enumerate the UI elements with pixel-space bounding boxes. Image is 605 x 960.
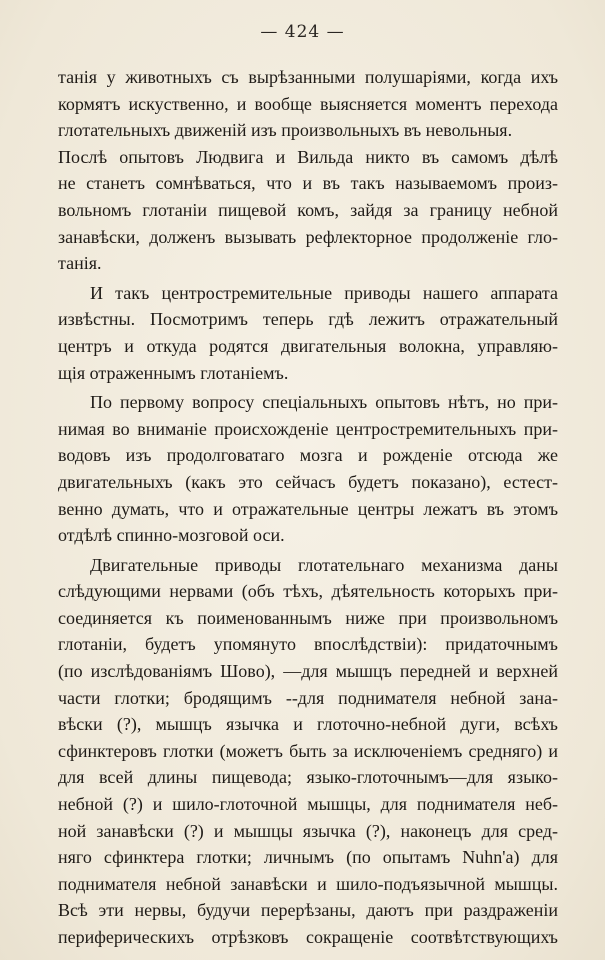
text-line: соединяется къ поименованнымъ ниже при произвольномъ: [58, 607, 558, 628]
text-line: сфинктеровъ глотки (можетъ быть за исключеніемъ средняго) и: [58, 740, 558, 761]
text-line: Послѣ опытовъ Людвига и Вильда никто въ самомъ дѣлѣ: [58, 146, 558, 167]
text-line: небной (?) и шило-глоточной мышцы, для поднимателя неб-: [58, 794, 558, 815]
text-line: танія у животныхъ съ вырѣзанными полушаріями, когда ихъ: [58, 67, 558, 87]
paragraph-2: [58, 144, 558, 277]
text-line: ной занавѣски (?) и мышцы язычка (?), наконецъ для сред-: [58, 820, 558, 841]
paragraph-5: [58, 552, 558, 951]
text-line: По первому вопросу спеціальныхъ опытовъ нѣтъ, но при-: [90, 392, 558, 413]
text-line: Двигательные приводы глотательнаго механизма даны: [90, 554, 558, 575]
paragraph-3: [58, 280, 558, 386]
text-line: няго сфинктера глотки; личнымъ (по опытамъ Nuhn'a) для: [58, 847, 558, 868]
text-line: (по изслѣдованіямъ Шово), —для мышцъ передней и верхней: [58, 661, 558, 682]
text-line: поднимателя небной занавѣски и шило-подъязычной мышцы.: [58, 873, 558, 894]
text-line: вольномъ глотаніи пищевой комъ, зайдя за границу небной: [58, 199, 558, 220]
text-line: венно думать, что и отражательные центры лежатъ въ этомъ: [58, 498, 558, 519]
text-line: извѣстны. Посмотримъ теперь гдѣ лежитъ отражательный: [58, 309, 558, 330]
text-line: кормятъ искуственно, и вообще выясняется моментъ перехода: [58, 93, 558, 114]
body-text: [58, 64, 558, 951]
text-line: двигательныхъ (какъ это сейчасъ будетъ показано), естест-: [58, 471, 558, 492]
text-line: нимая во вниманіе происхожденіе центростремительныхъ при-: [58, 418, 558, 439]
text-line: части глотки; бродящимъ --для поднимателя небной зана-: [58, 687, 558, 708]
paragraph-4: [58, 389, 558, 549]
paragraph-1: [58, 64, 558, 144]
text-line: глотаніи, будетъ упомянуто впослѣдствіи): придаточнымъ: [58, 634, 558, 655]
text-line: Всѣ эти нервы, будучи перерѣзаны, даютъ при раздраженіи: [58, 900, 558, 921]
text-line: занавѣски, долженъ вызывать рефлекторное продолженіе гло-: [58, 226, 558, 247]
text-line: И такъ центростремительные приводы нашего аппарата: [90, 282, 558, 303]
text-line: щія отраженнымъ глотаніемъ.: [58, 362, 289, 383]
text-line: периферическихъ отрѣзковъ сокращеніе соотвѣтствующихъ: [58, 927, 558, 947]
text-line: не станетъ сомнѣваться, что и въ такъ называемомъ произ-: [58, 173, 558, 194]
text-line: водовъ изъ продолговатаго мозга и рожденіе отсюда же: [58, 445, 558, 466]
text-line: глотательныхъ движеній изъ произвольныхъ въ невольныя.: [58, 120, 513, 141]
page-number: — 424 —: [260, 22, 345, 42]
text-line: центръ и откуда родятся двигательныя волокна, управляю-: [58, 335, 558, 356]
text-line: слѣдующими нервами (объ тѣхъ, дѣятельность которыхъ при-: [58, 581, 558, 602]
text-line: танія.: [58, 253, 102, 274]
text-line: для всей длины пищевода; языко-глоточнымъ—для языко-: [58, 767, 558, 788]
text-line: отдѣлѣ спинно-мозговой оси.: [58, 525, 285, 546]
text-line: вѣски (?), мышцъ язычка и глоточно-небной дуги, всѣхъ: [58, 714, 558, 735]
